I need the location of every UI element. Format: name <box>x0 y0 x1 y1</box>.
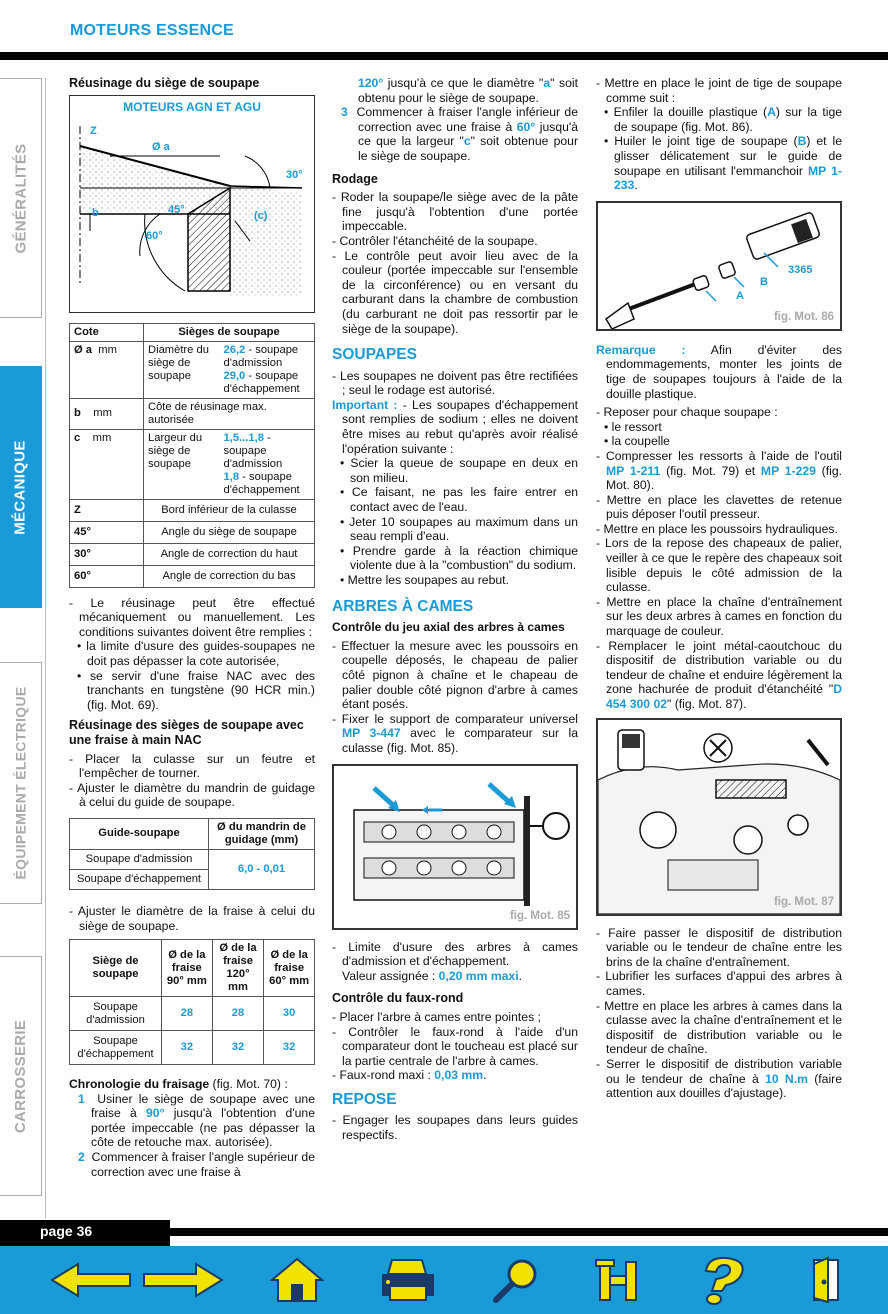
list-item: - Le contrôle peut avoir lieu avec de la couleur (portée impeccable sur l'ensemble de la circonférence) ou en versant du carburant dans la chambre de combustion (du carburant ne doit pas ressortir par le siège de la soupape). <box>332 248 578 336</box>
list-item: - Engager les soupapes dans leurs guides respectifs. <box>332 1113 579 1143</box>
table-row: Soupape d'admission 6,0 - 0,01 <box>70 849 315 869</box>
section-title-arbres: ARBRES À CAMES <box>332 597 474 615</box>
help-icon[interactable] <box>690 1256 752 1304</box>
list-item: - Lubrifier les surfaces d'appui des arbres à cames. <box>596 969 842 998</box>
list-item: - Mettre en place le joint de tige de soupape comme suit : <box>596 76 842 105</box>
arrow-left-icon[interactable] <box>50 1256 132 1304</box>
page-title: MOTEURS ESSENCE <box>70 22 234 39</box>
list-item: 3 Commencer à fraiser l'angle inférieur de correction avec une fraise à 60° jusqu'à ce que la largeur "c" soit obtenue pour le siège de soupape. <box>341 105 578 163</box>
remark-note: Remarque : Afin d'éviter des endommagements, monter les joints de tige de soupapes toujours à l'aide de la douille plastique. <box>596 342 842 401</box>
table-row: b mm Côte de réusinage max. autorisée <box>70 398 315 429</box>
list-item: - Limite d'usure des arbres à cames d'admission et d'échappement. <box>332 939 578 969</box>
list-item: - Compresser les ressorts à l'aide de l'outil MP 1-211 (fig. Mot. 79) et MP 1-229 (fig. Mot. 80). <box>596 448 842 493</box>
list-item: 1 Usiner le siège de soupape avec une fraise à 90° jusqu'à l'obtention d'une portée impeccable (ne pas dépasser la côte de retouche max. autorisée). <box>78 1091 315 1150</box>
list-item: • Prendre garde à la réaction chimique violente due à la "combustion" du sodium. <box>340 543 578 573</box>
table-header: Ø de la fraise 60° mm <box>264 940 315 997</box>
figure-caption: fig. Mot. 87 <box>773 896 834 908</box>
list-item: - Lors de la repose des chapeaux de palier, veiller à ce que le repère des chapeaux soit lisible depuis le côté admission de la culasse. <box>596 536 842 595</box>
list-item: • Enfiler la douille plastique (A) sur la tige de soupape (fig. Mot. 86). <box>604 105 842 134</box>
tab-equipement-electrique[interactable] <box>0 662 42 904</box>
list-item: 120° jusqu'à ce que le diamètre "a" soit obtenu pour le siège de soupape. <box>358 76 578 105</box>
tab-mecanique-label: MÉCANIQUE <box>12 439 29 535</box>
table-row: Soupape d'échappement <box>70 869 315 889</box>
list-item: - Contrôler le faux-rond à l'aide d'un comparateur dont le toucheau est placé sur la partie centrale de l'arbre à cames. <box>332 1024 578 1068</box>
table-header: Ø de la fraise 90° mm <box>162 940 213 997</box>
tab-mecanique[interactable] <box>0 366 42 608</box>
table-row: Z Bord inférieur de la culasse <box>70 499 315 521</box>
chrono-heading: Chronologie du fraisage (fig. Mot. 70) : <box>69 1077 288 1092</box>
table-row: Ø a mm Diamètre du siège de soupape 26,2 - soupape d'admission 29,0 - soupape d'échappement <box>70 341 315 398</box>
list-item: • Jeter 10 soupapes au maximum dans un seau rempli d'eau. <box>340 514 578 544</box>
chain-tensioner-drawing <box>598 720 840 914</box>
cutter-table <box>69 939 315 1065</box>
header-bar <box>0 52 888 60</box>
list-item: • la limite d'usure des guides-soupapes ne doit pas dépasser la cote autorisée, <box>77 639 315 668</box>
list-item: - Mettre en place les poussoirs hydrauliques. <box>596 521 838 536</box>
important-note: Important : - Les soupapes d'échappement sont remplies de sodium ; elles ne doivent être mises au rebut qu'après avoir réalisé l'opération suivante : <box>332 397 578 456</box>
page-number: page 36 <box>0 1220 170 1246</box>
dimension-table <box>69 323 315 588</box>
list-item: - Contrôler l'étanchéité de la soupape. <box>332 233 538 248</box>
nav-bar <box>0 1246 888 1314</box>
list-item: - Effectuer la mesure avec les poussoirs en coupelle déposés, le chapeau de palier côté pignon à chaîne et le chapeau de palier double côté pignon d'arbre à cames étant posés. <box>332 638 578 712</box>
figure-caption: fig. Mot. 86 <box>773 311 834 324</box>
label-3365: 3365 <box>788 263 813 276</box>
list-item: - Ajuster le diamètre du mandrin de guidage à celui du guide de soupape. <box>69 780 315 810</box>
table-row: 60° Angle de correction du bas <box>70 565 315 587</box>
valve-seal-diagram <box>596 201 842 331</box>
list-item: - Les soupapes ne doivent pas être rectifiées ; seul le rodage est autorisé. <box>332 368 578 398</box>
column-1 <box>69 76 315 1179</box>
label-z: Z <box>90 124 97 137</box>
print-icon[interactable] <box>378 1256 438 1304</box>
home-icon[interactable] <box>270 1256 324 1304</box>
table-header: Sièges de soupape <box>144 323 315 341</box>
table-row: 30° Angle de correction du haut <box>70 543 315 565</box>
list-item: 2 Commencer à fraiser l'angle supérieur de correction avec une fraise à <box>78 1150 315 1179</box>
list-item: - Mettre en place la chaîne d'entraînement sur les deux arbres à cames en fonction du marquage de couleur. <box>596 594 842 639</box>
diagram-title: MOTEURS AGN ET AGU <box>123 99 261 114</box>
section-title-soupapes: SOUPAPES <box>332 346 417 364</box>
tab-equipement-label: ÉQUIPEMENT ÉLECTRIQUE <box>12 686 29 880</box>
list-item: - Fixer le support de comparateur universel MP 3-447 avec le comparateur sur la culasse (fig. Mot. 85). <box>332 711 578 755</box>
valve-seat-diagram <box>69 95 315 313</box>
list-item: - Mettre en place les arbres à cames dans la culasse avec la chaîne d'entraînement et le dispositif de distribution variable ou le tendeur de chaîne. <box>596 998 842 1057</box>
table-header: Cote <box>70 323 144 341</box>
tab-carrosserie[interactable] <box>0 956 42 1196</box>
table-row: Soupape d'échappement 32 32 32 <box>70 1031 315 1065</box>
list-item: • le ressort <box>604 419 662 434</box>
tab-generalites[interactable] <box>0 78 42 318</box>
table-header: Ø de la fraise 120° mm <box>212 940 264 997</box>
list-item: - Remplacer le joint métal-caoutchouc du dispositif de distribution variable ou du tendeur de chaîne et enduire légèrement la zone hachurée de produit d'étanchéité "D 454 300 02" (fig. Mot. 87). <box>596 638 842 711</box>
label-phi-a: Ø a <box>152 140 170 153</box>
list-item: • Mettre les soupapes au rebut. <box>340 573 509 587</box>
column-2 <box>332 76 578 1143</box>
table-header: Siège de soupape <box>70 940 162 997</box>
list-item: - Ajuster le diamètre de la fraise à celui du siège de soupape. <box>69 903 315 933</box>
exit-icon[interactable] <box>804 1256 844 1304</box>
label-c: (c) <box>254 209 268 222</box>
assigned-value: Valeur assignée : 0,20 mm maxi. <box>342 968 522 983</box>
table-row: Soupape d'admission 28 28 30 <box>70 997 315 1031</box>
list-item: • Scier la queue de soupape en deux en son milieu. <box>340 456 578 485</box>
label-b: B <box>760 275 768 288</box>
camshaft-drawing <box>334 766 576 928</box>
tab-carrosserie-label: CARROSSERIE <box>12 1019 30 1133</box>
list-item: - Roder la soupape/le siège avec de la pâte fine jusqu'à l'obtention d'une portée impeccable. <box>332 190 578 234</box>
list-item: - Le réusinage peut être effectué mécaniquement ou manuellement. Les conditions suivantes doivent être remplies : <box>69 595 316 639</box>
list-item: • Ce faisant, ne pas les faire entrer en contact avec de l'eau. <box>340 485 578 515</box>
column-3 <box>596 76 842 1101</box>
guide-table <box>69 818 315 890</box>
section-title-repose: REPOSE <box>332 1090 397 1108</box>
list-item: - Reposer pour chaque soupape : <box>596 405 778 420</box>
section-title-nac: Réusinage des sièges de soupape avec une fraise à main NAC <box>69 718 304 747</box>
valve-seat-drawing <box>70 116 313 312</box>
tab-generalites-label: GÉNÉRALITÉS <box>12 143 30 253</box>
list-item: • se servir d'une fraise NAC avec des tranchants en tungstène (90 HCR min.) (fig. Mot. 69). <box>77 668 315 712</box>
table-row: c mm Largeur du siège de soupape 1,5...1,8 - soupape d'admission 1,8 - soupape d'échappement <box>70 429 315 499</box>
figure-caption: fig. Mot. 85 <box>509 909 570 922</box>
label-30: 30° <box>286 168 303 181</box>
sidebar-divider <box>45 78 46 1218</box>
table-header: Ø du mandrin de guidage (mm) <box>209 818 315 849</box>
list-item: - Placer la culasse sur un feutre et l'empêcher de tourner. <box>69 751 315 781</box>
label-45: 45° <box>168 203 185 216</box>
footer-bar <box>170 1228 888 1236</box>
list-item: - Mettre en place les clavettes de retenue puis déposer l'outil presseur. <box>596 492 842 522</box>
list-item: - Serrer le dispositif de distribution variable ou le tendeur de chaîne à 10 N.m (faire attention aux douilles d'ajustage). <box>596 1056 842 1101</box>
list-item: - Faux-rond maxi : 0,03 mm. <box>332 1068 487 1083</box>
list-item: - Faire passer le dispositif de distribution variable ou le tendeur de chaîne entre les brins de la chaîne d'entraînement. <box>596 925 842 969</box>
list-item: • la coupelle <box>604 434 670 449</box>
label-a: A <box>736 289 744 302</box>
index-icon[interactable] <box>594 1256 642 1304</box>
section-title-reusinage: Réusinage du siège de soupape <box>69 76 260 90</box>
table-header: Guide-soupape <box>70 818 209 849</box>
camshaft-photo <box>332 764 578 930</box>
list-item: - Placer l'arbre à cames entre pointes ; <box>332 1009 541 1024</box>
label-b: b <box>92 206 99 219</box>
subsection-title-faux-rond: Contrôle du faux-rond <box>332 991 464 1006</box>
table-row: 45° Angle du siège de soupape <box>70 521 315 543</box>
arrow-right-icon[interactable] <box>142 1256 224 1304</box>
section-title-rodage: Rodage <box>332 171 378 186</box>
subsection-title-jeu: Contrôle du jeu axial des arbres à cames <box>332 620 565 635</box>
chain-tensioner-photo <box>596 718 842 916</box>
label-60: 60° <box>146 229 163 242</box>
list-item: • Huiler le joint tige de soupape (B) et le glisser délicatement sur le guide de soupape en utilisant l'emmanchoir MP 1-233. <box>604 134 843 193</box>
search-icon[interactable] <box>490 1256 542 1304</box>
